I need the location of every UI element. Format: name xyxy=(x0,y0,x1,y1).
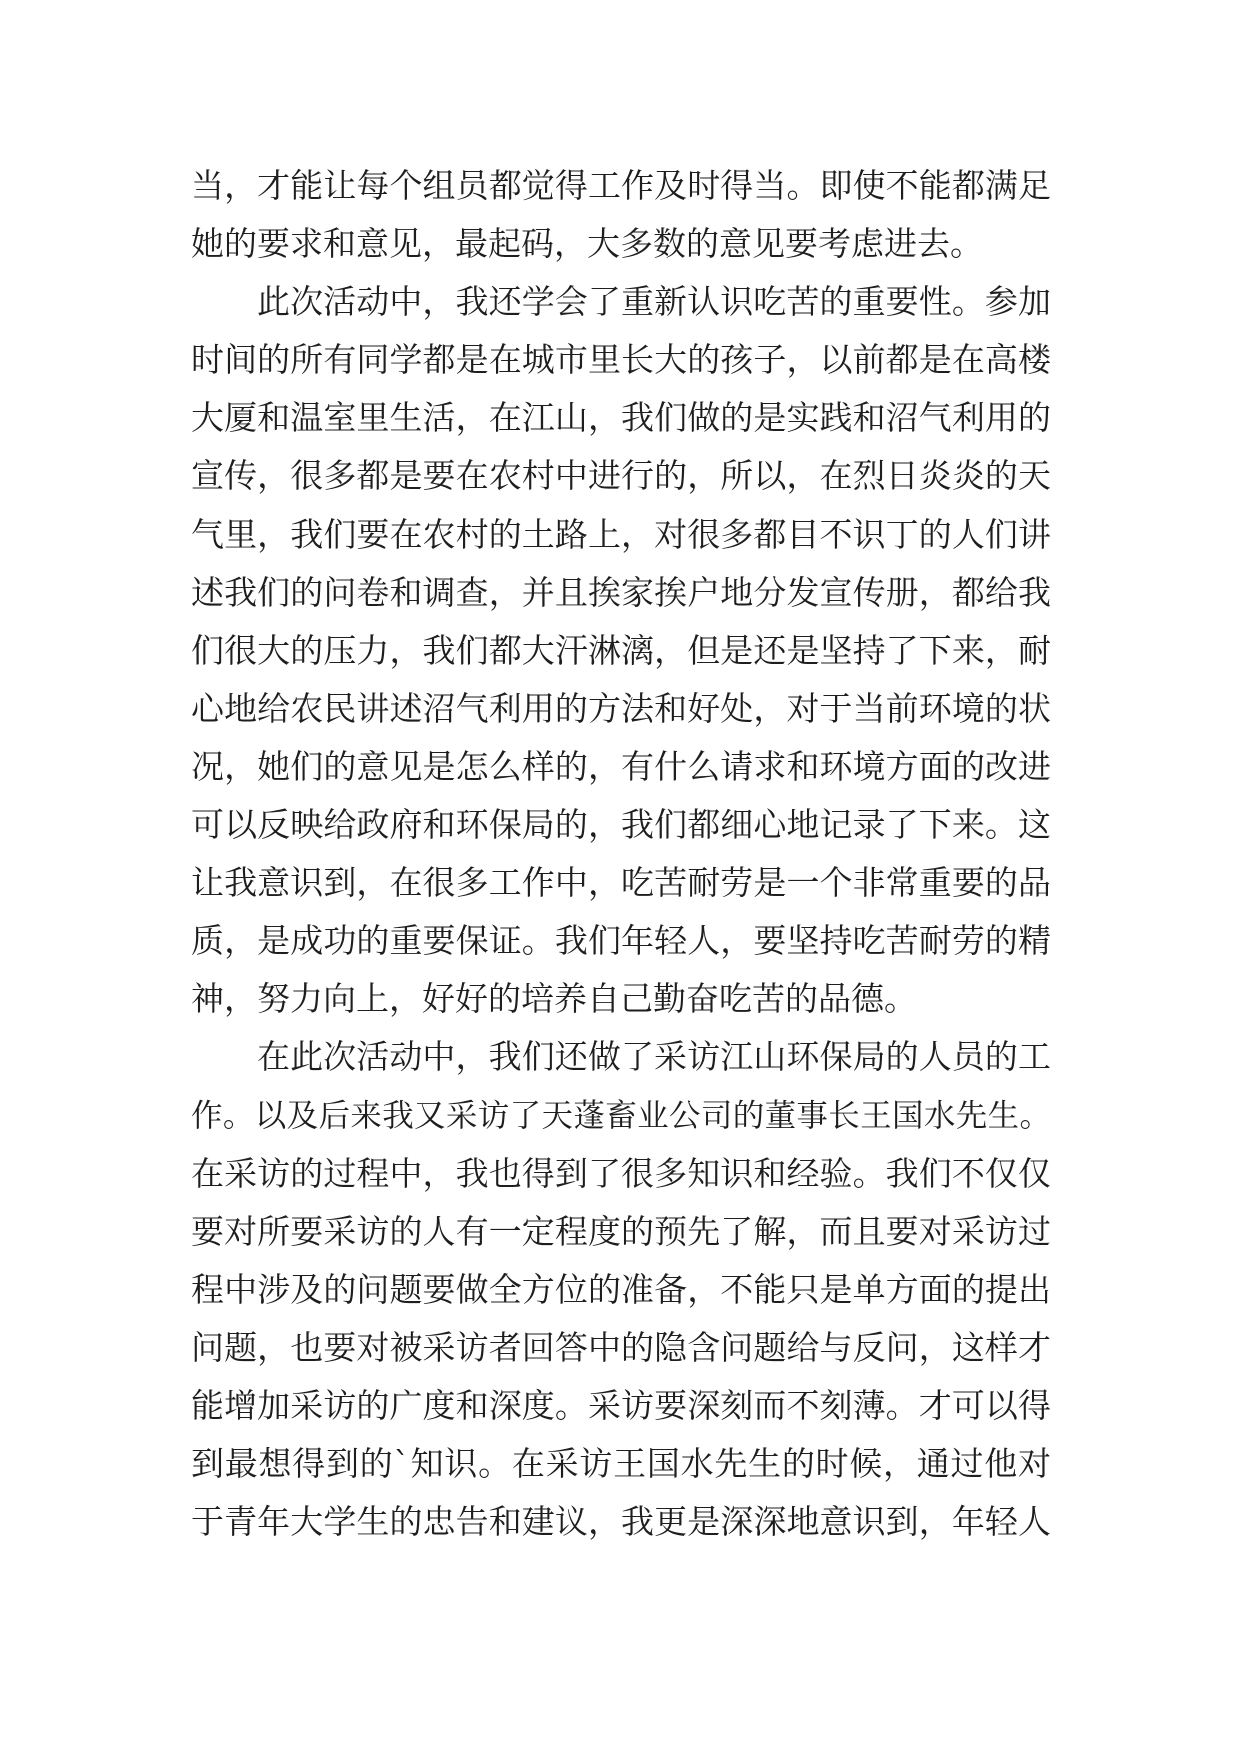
text-line: 在采访的过程中，我也得到了很多知识和经验。我们不仅仅 xyxy=(191,1153,1051,1193)
paragraph-start-line: 此次活动中，我还学会了重新认识吃苦的重要性。参加 xyxy=(257,282,1051,322)
text-line: 问题，也要对被采访者回答中的隐含问题给与反问，这样才 xyxy=(191,1327,1051,1367)
text-line: 于青年大学生的忠告和建议，我更是深深地意识到，年轻人 xyxy=(191,1502,1051,1542)
body-text xyxy=(191,157,1051,1551)
text-line: 要对所要采访的人有一定程度的预先了解，而且要对采访过 xyxy=(191,1211,1051,1251)
text-line: 让我意识到，在很多工作中，吃苦耐劳是一个非常重要的品 xyxy=(191,863,1051,903)
paragraph-start-line: 在此次活动中，我们还做了采访江山环保局的人员的工 xyxy=(257,1037,1051,1077)
text-line: 能增加采访的广度和深度。采访要深刻而不刻薄。才可以得 xyxy=(191,1385,1051,1425)
paragraph-end-line: 神，努力向上，好好的培养自己勤奋吃苦的品德。 xyxy=(191,979,917,1019)
text-line: 宣传，很多都是要在农村中进行的，所以，在烈日炎炎的天 xyxy=(191,456,1051,496)
text-line: 心地给农民讲述沼气利用的方法和好处，对于当前环境的状 xyxy=(191,688,1051,728)
text-line: 气里，我们要在农村的土路上，对很多都目不识丁的人们讲 xyxy=(191,514,1051,554)
text-line: 况，她们的意见是怎么样的，有什么请求和环境方面的改进 xyxy=(191,746,1051,786)
text-line: 程中涉及的问题要做全方位的准备，不能只是单方面的提出 xyxy=(191,1269,1051,1309)
text-line: 作。以及后来我又采访了天蓬畜业公司的董事长王国水先生。 xyxy=(191,1097,1051,1134)
text-line: 述我们的问卷和调查，并且挨家挨户地分发宣传册，都给我 xyxy=(191,572,1051,612)
text-line: 们很大的压力，我们都大汗淋漓，但是还是坚持了下来，耐 xyxy=(191,630,1051,670)
text-line: 时间的所有同学都是在城市里长大的孩子，以前都是在高楼 xyxy=(191,340,1051,380)
paragraph-end-line: 她的要求和意见，最起码，大多数的意见要考虑进去。 xyxy=(191,224,983,264)
text-line: 大厦和温室里生活，在江山，我们做的是实践和沼气利用的 xyxy=(191,398,1051,438)
text-line: 当，才能让每个组员都觉得工作及时得当。即使不能都满足 xyxy=(191,166,1051,205)
text-line: 可以反映给政府和环保局的，我们都细心地记录了下来。这 xyxy=(191,805,1051,845)
text-line: 到最想得到的`知识。在采访王国水先生的时候，通过他对 xyxy=(191,1444,1051,1484)
text-line: 质，是成功的重要保证。我们年轻人，要坚持吃苦耐劳的精 xyxy=(191,921,1051,961)
